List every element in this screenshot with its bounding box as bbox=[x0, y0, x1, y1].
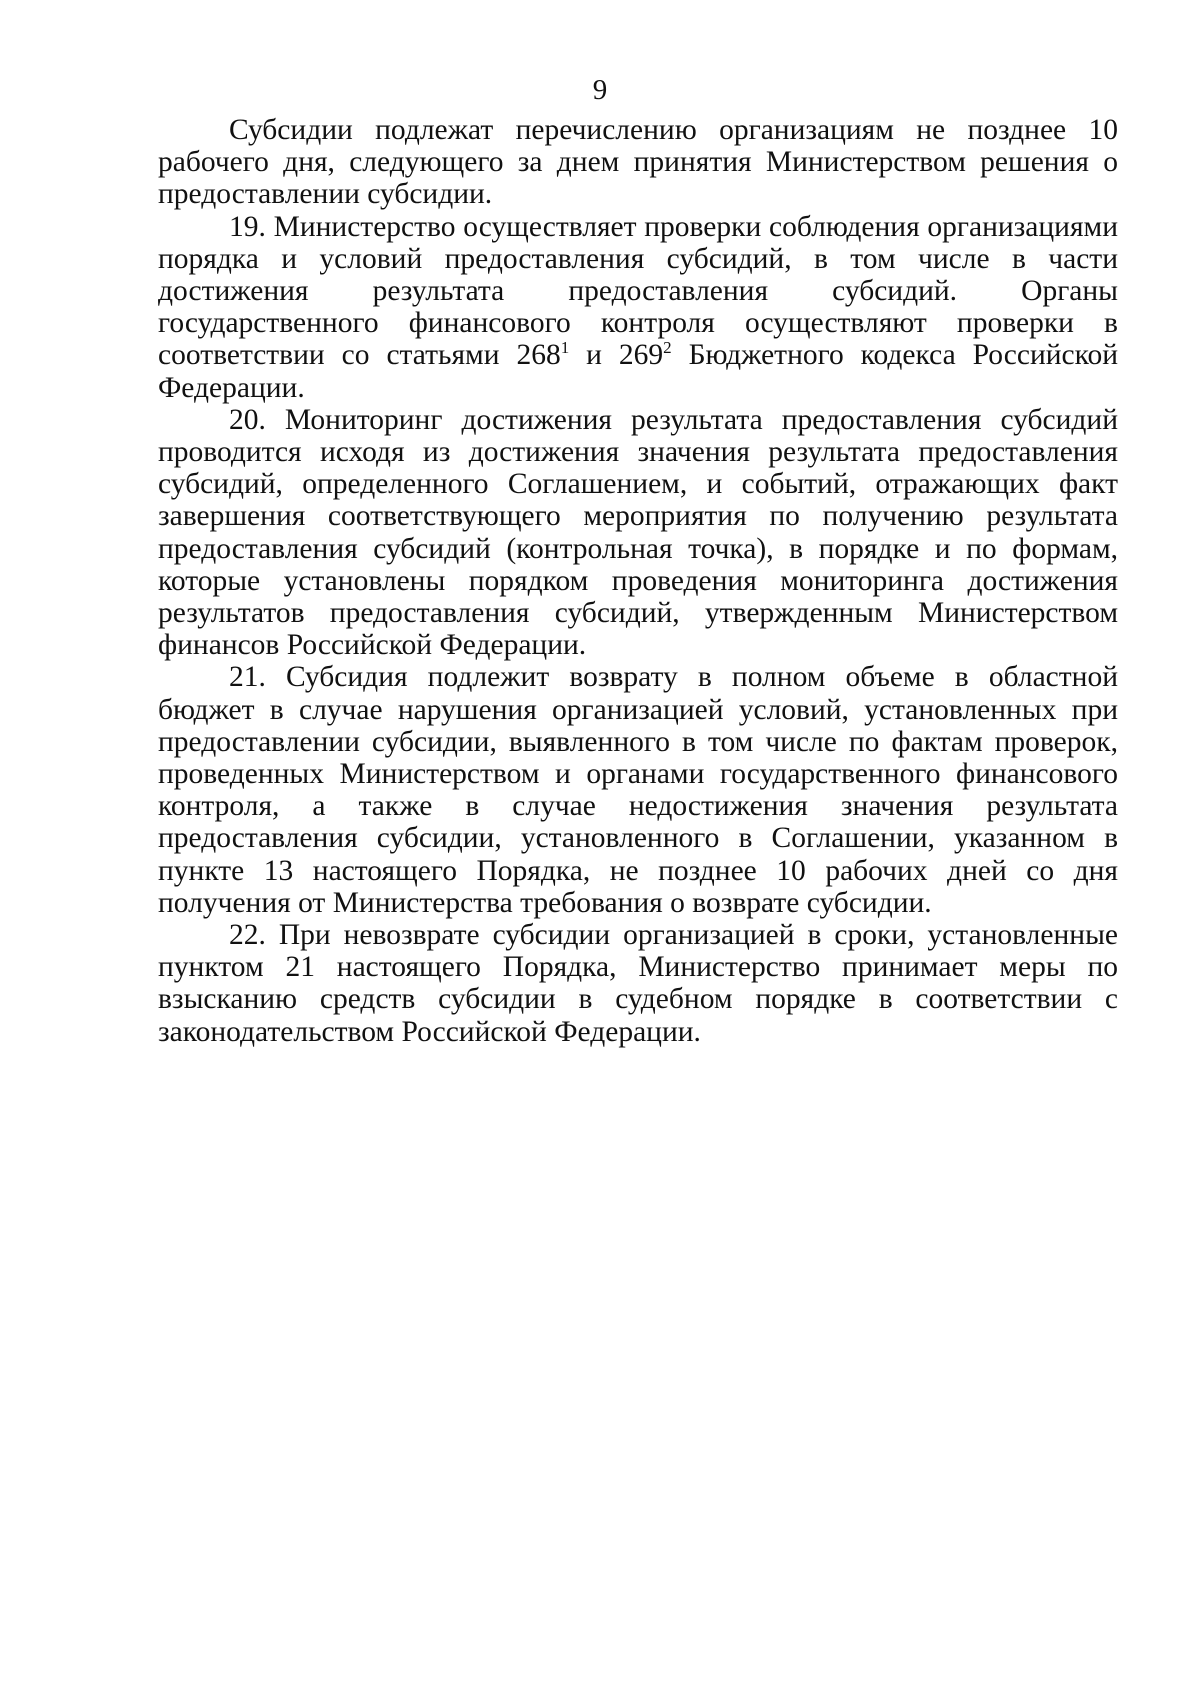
paragraph-21-refund: 21. Субсидия подлежит возврату в полном объеме в областной бюджет в случае нарушения организацией условий, установленных при предоставлении субсидии, выявленного в том числе по фактам проверок, проведенных Министерством и органами государственного финансового контроля, а также в случае недостижения значения результата предоставления субсидии, установленного в Соглашении, указанном в пункте 13 настоящего Порядка, не позднее 10 рабочих дней со дня получения от Министерства требования о возврате субсидии. bbox=[158, 661, 1118, 919]
paragraph-19-text-end: Бюджетного кодекса Российской Федерации. bbox=[158, 339, 1119, 404]
page-number: 9 bbox=[592, 74, 608, 106]
paragraph-20-monitoring: 20. Мониторинг достижения результата предоставления субсидий проводится исходя из достижения значения результата предоставления субсидий, определенного Соглашением, и событий, отражающих факт завершения соответствующего мероприятия по получению результата предоставления субсидий (контрольная точка), в порядке и по формам, которые установлены порядком проведения мониторинга достижения результатов предоставления субсидий, утвержденным Министерством финансов Российской Федерации. bbox=[158, 403, 1118, 662]
article-268-number: 268 bbox=[516, 339, 561, 372]
article-269-superscript: 2 bbox=[663, 338, 672, 358]
article-268-superscript: 1 bbox=[560, 338, 570, 358]
document-body bbox=[158, 114, 1118, 1048]
paragraph-22-non-return: 22. При невозврате субсидии организацией в сроки, установленные пунктом 21 настоящего Порядка, Министерство принимает меры по взысканию средств субсидии в судебном порядке в соответствии с законодательством Российской Федерации. bbox=[158, 919, 1118, 1048]
article-269-number: 269 bbox=[618, 339, 664, 372]
article-conjunction: и bbox=[569, 339, 619, 372]
paragraph-19-text: 19. Министерство осуществляет проверки соблюдения организациями порядка и условий предоставления субсидий, в том числе в части достижения результата предоставления субсидий. Органы государственного финансового контроля осуществляют проверки в соответствии со статьями bbox=[158, 210, 1118, 372]
paragraph-19-inspections bbox=[158, 211, 1118, 404]
paragraph-subsidy-transfer: Субсидии подлежат перечислению организациям не позднее 10 рабочего дня, следующего за днем принятия Министерством решения о предоставлении субсидии. bbox=[158, 114, 1118, 211]
